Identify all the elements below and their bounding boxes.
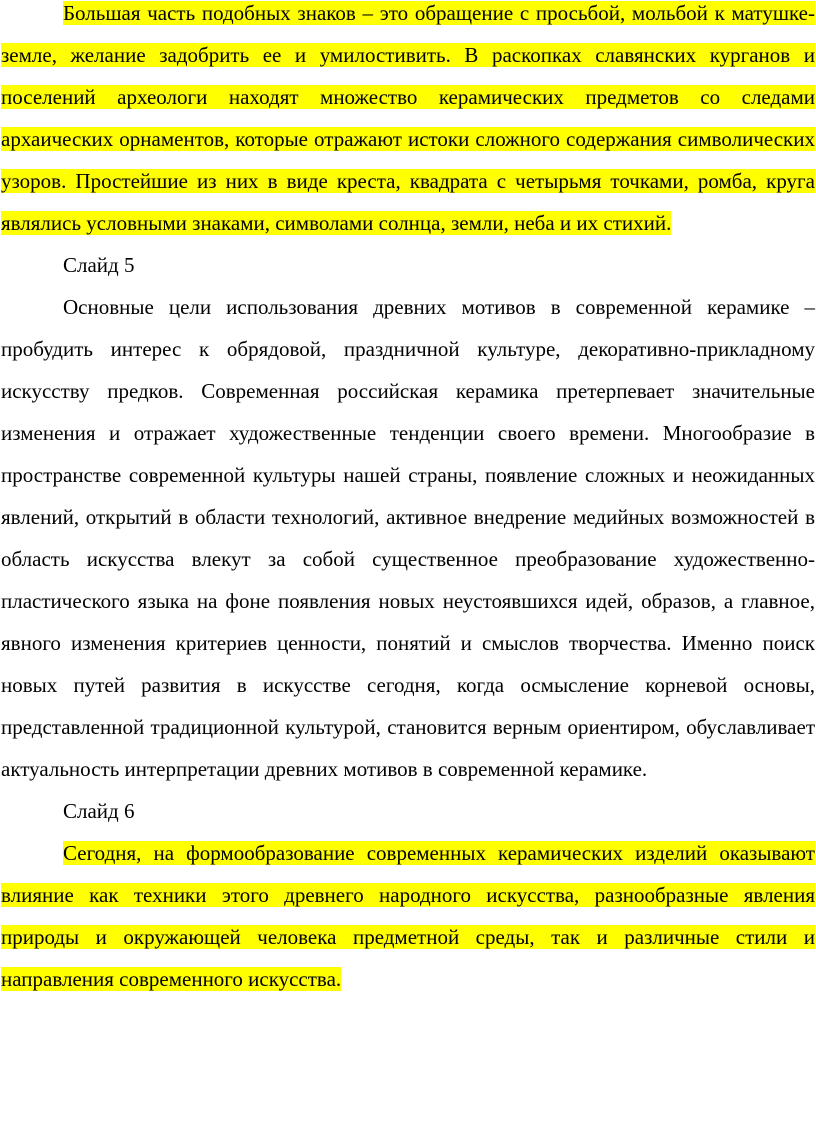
highlighted-text: Сегодня, на формообразование современных керамических изделий оказывают влияние как техники этого древнего народного искусства, разнообразные явления природы и окружающей человека предметной среды, так и различные стили и направления современного искусства. bbox=[1, 841, 815, 991]
paragraph-body: Основные цели использования древних мотивов в современной керамике – пробудить интерес к обрядовой, праздничной культуре, декоративно-прикладному искусству предков. Современная российская керамика претерпевает значительные изменения и отражает художественные тенденции своего времени. Многообразие в пространстве современной культуры нашей страны, появление сложных и неожиданных явлений, открытий в области технологий, активное внедрение медийных возможностей в область искусства влекут за собой существенное преобразование художественно-пластического языка на фоне появления новых неустоявшихся идей, образов, а главное, явного изменения критериев ценности, понятий и смыслов творчества. Именно поиск новых путей развития в искусстве сегодня, когда осмысление корневой основы, представленной традиционной культурой, становится верным ориентиром, обуславливает актуальность интерпретации древних мотивов в современной керамике. bbox=[1, 295, 815, 781]
highlighted-text: Большая часть подобных знаков – это обращение с просьбой, мольбой к матушке-земле, желание задобрить ее и умилостивить. В раскопках славянских курганов и поселений археологи находят множество керамических предметов со следами архаических орнаментов, которые отражают истоки сложного содержания символических узоров. Простейшие из них в виде креста, квадрата с четырьмя точками, ромба, круга являлись условными знаками, символами солнца, земли, неба и их стихий. bbox=[1, 1, 815, 235]
slide-label-6: Слайд 6 bbox=[63, 799, 135, 823]
paragraph-highlighted-2 bbox=[1, 832, 815, 1000]
slide-label-5: Слайд 5 bbox=[63, 253, 135, 277]
paragraph-highlighted-1 bbox=[1, 0, 815, 244]
